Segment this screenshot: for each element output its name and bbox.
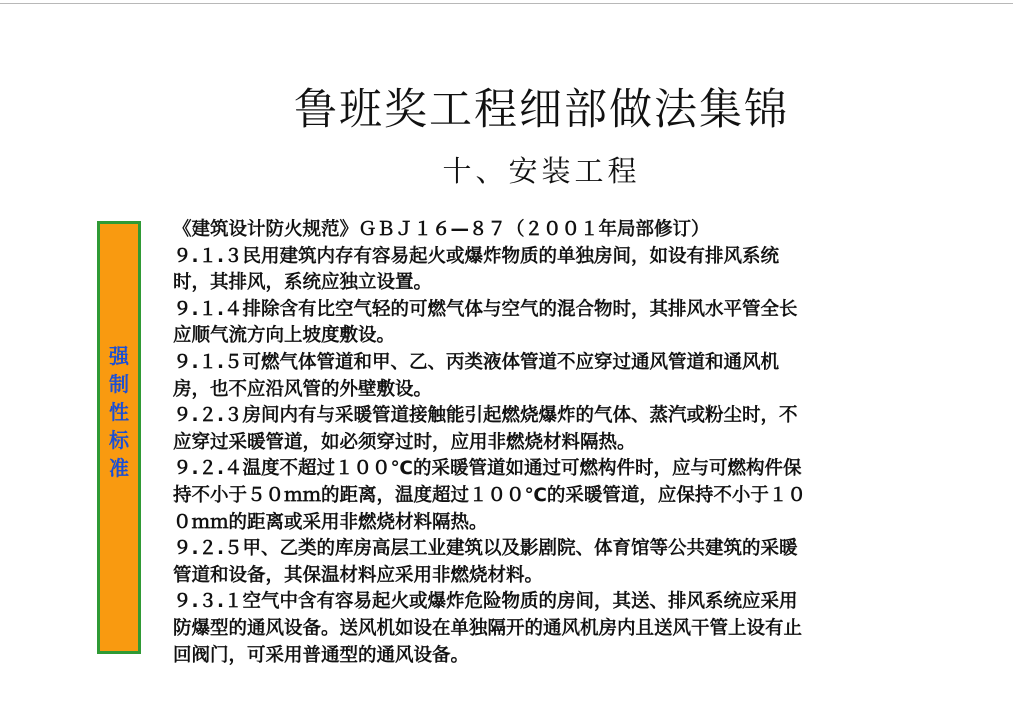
text-line: ９.３.１空气中含有容易起火或爆炸危险物质的房间，其送、排风系统应采用 bbox=[173, 591, 798, 613]
text-line: 回阀门，可采用普通型的通风设备。 bbox=[173, 644, 470, 666]
text-line: 应穿过采暖管道，如必须穿过时，应用非燃烧材料隔热。 bbox=[173, 431, 636, 453]
text-line: ９.２.５甲、乙类的库房高层工业建筑以及影剧院、体育馆等公共建筑的采暖 bbox=[173, 538, 798, 560]
text-line: ０ｍｍ的距离或采用非燃烧材料隔热。 bbox=[173, 511, 488, 533]
text-line: 《建筑设计防火规范》ＧＢＪ１６—８７（２００１年局部修订） bbox=[173, 219, 710, 240]
text-line: 房，也不应沿风管的外壁敷设。 bbox=[173, 378, 433, 400]
text-line: 应顺气流方向上坡度敷设。 bbox=[173, 325, 396, 347]
regulation-text bbox=[173, 217, 908, 669]
page-subtitle: 十、安装工程 bbox=[442, 154, 641, 188]
text-line: ９.１.３民用建筑内存有容易起火或爆炸物质的单独房间，如设有排风系统 bbox=[173, 245, 780, 267]
text-line: 防爆型的通风设备。送风机如设在单独隔开的通风机房内且送风干管上设有止 bbox=[173, 617, 803, 639]
text-line: ９.１.４排除含有比空气轻的可燃气体与空气的混合物时，其排风水平管全长 bbox=[173, 298, 798, 320]
text-line: 管道和设备，其保温材料应采用非燃烧材料。 bbox=[173, 564, 544, 586]
mandatory-standard-label: 强 制 性 标 准 bbox=[109, 344, 129, 480]
text-line: ９.１.５可燃气体管道和甲、乙、丙类液体管道不应穿过通风管道和通风机 bbox=[173, 351, 780, 373]
text-line: 持不小于５０ｍｍ的距离，温度超过１００℃的采暖管道，应保持不小于１０ bbox=[173, 484, 806, 506]
text-line: ９.２.４温度不超过１００℃的采暖管道如通过可燃构件时，应与可燃构件保 bbox=[173, 458, 802, 480]
text-line: ９.２.３房间内有与采暖管道接触能引起燃烧爆炸的气体、蒸汽或粉尘时，不 bbox=[173, 405, 798, 427]
mandatory-standard-tag bbox=[97, 221, 141, 654]
top-divider bbox=[0, 3, 1013, 4]
text-line: 时，其排风，系统应独立设置。 bbox=[173, 272, 433, 294]
page-title: 鲁班奖工程细部做法集锦 bbox=[294, 85, 789, 135]
